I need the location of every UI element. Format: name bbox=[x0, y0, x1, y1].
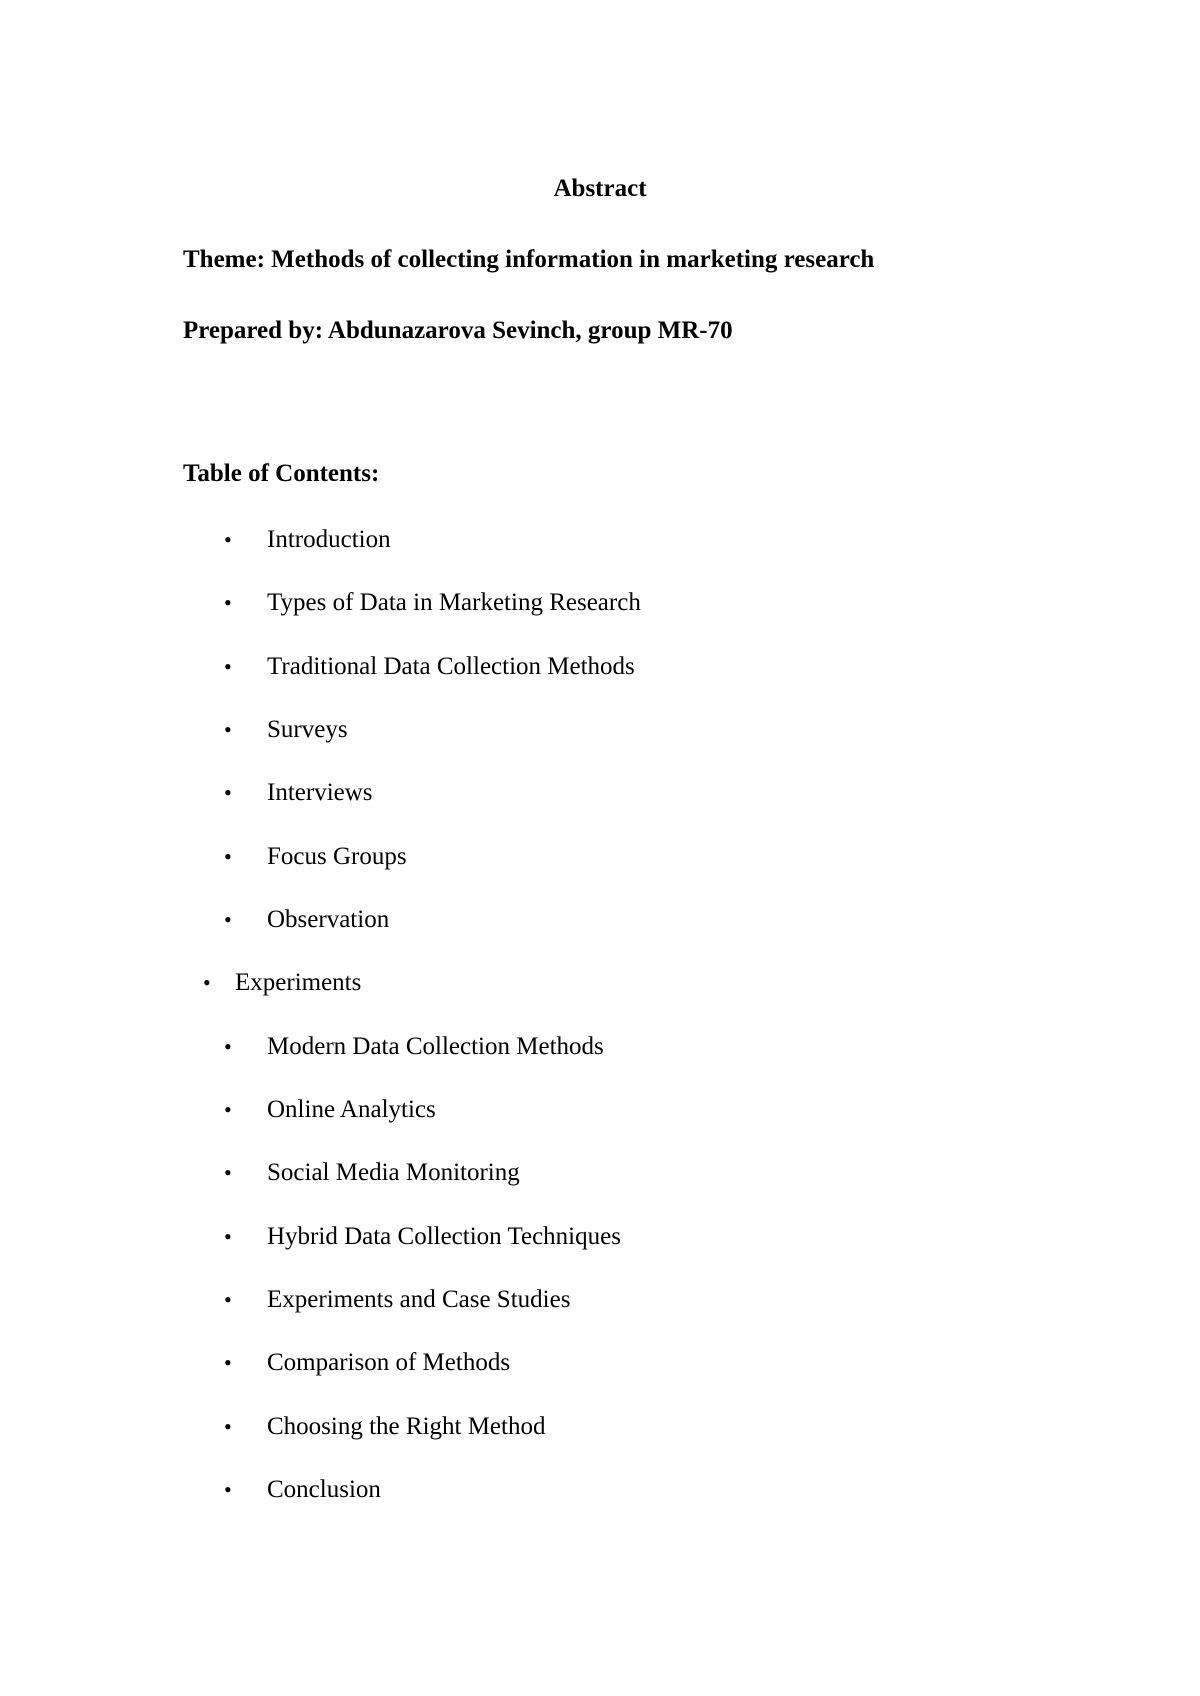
prepared-by-line: Prepared by: Abdunazarova Sevinch, group MR-70 bbox=[183, 317, 733, 344]
toc-item-label: Focus Groups bbox=[267, 843, 407, 870]
toc-item-label: Experiments and Case Studies bbox=[267, 1286, 571, 1313]
toc-item-label: Traditional Data Collection Methods bbox=[267, 653, 635, 680]
bullet-icon: • bbox=[224, 1097, 232, 1122]
bullet-icon: • bbox=[224, 1350, 232, 1375]
document-title: Abstract bbox=[553, 175, 647, 202]
toc-item-label: Choosing the Right Method bbox=[267, 1413, 546, 1440]
bullet-icon: • bbox=[224, 1034, 232, 1059]
toc-item-label: Experiments bbox=[235, 969, 362, 996]
toc-item-label: Online Analytics bbox=[267, 1096, 436, 1123]
toc-item-label: Conclusion bbox=[267, 1476, 381, 1503]
bullet-icon: • bbox=[224, 907, 232, 932]
toc-item-label: Comparison of Methods bbox=[267, 1349, 511, 1376]
bullet-icon: • bbox=[224, 780, 232, 805]
bullet-icon: • bbox=[224, 1224, 232, 1249]
bullet-icon: • bbox=[224, 844, 232, 869]
toc-heading: Table of Contents: bbox=[183, 460, 380, 487]
bullet-icon: • bbox=[224, 1414, 232, 1439]
toc-item-label: Interviews bbox=[267, 779, 373, 806]
theme-line: Theme: Methods of collecting information in marketing research bbox=[183, 246, 875, 273]
toc-item-label: Social Media Monitoring bbox=[267, 1159, 520, 1186]
toc-item-label: Modern Data Collection Methods bbox=[267, 1033, 604, 1060]
toc-item-label: Types of Data in Marketing Research bbox=[267, 589, 641, 616]
toc-item-label: Hybrid Data Collection Techniques bbox=[267, 1223, 621, 1250]
bullet-icon: • bbox=[203, 970, 211, 995]
bullet-icon: • bbox=[224, 590, 232, 615]
toc-item-label: Introduction bbox=[267, 526, 391, 553]
bullet-icon: • bbox=[224, 1477, 232, 1502]
bullet-icon: • bbox=[224, 527, 232, 552]
bullet-icon: • bbox=[224, 717, 232, 742]
toc-item-label: Surveys bbox=[267, 716, 348, 743]
bullet-icon: • bbox=[224, 1160, 232, 1185]
toc-item-label: Observation bbox=[267, 906, 390, 933]
bullet-icon: • bbox=[224, 1287, 232, 1312]
bullet-icon: • bbox=[224, 654, 232, 679]
